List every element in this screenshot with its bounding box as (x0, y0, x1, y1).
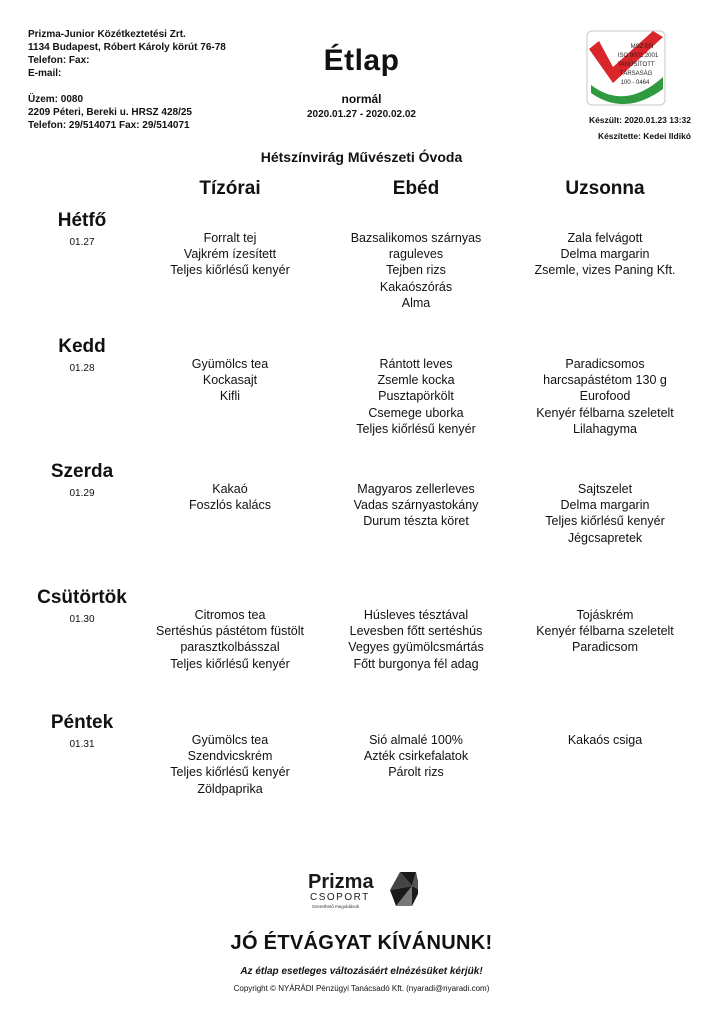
company-email: E-mail: (28, 68, 62, 79)
menu-item: Zsemle, vizes Paning Kft. (534, 263, 676, 278)
menu-item: Sajtszelet (577, 482, 633, 496)
cert-text: TÁRSASÁG (619, 71, 653, 77)
menu-item: Foszlós kalács (189, 498, 271, 513)
cert-text: TANÚSÍTOTT (617, 62, 655, 68)
menu-item: Teljes kiőrlésű kenyér (545, 514, 665, 529)
menu-cell-ebed (316, 732, 516, 781)
cert-text: ISO 9001:2001 (617, 53, 659, 59)
menu-item: Forralt tej (203, 231, 257, 245)
day-date: 01.27 (69, 237, 95, 248)
menu-item: Levesben főtt sertéshús (349, 624, 483, 639)
copyright: Copyright © NYÁRÁDI Pénzügyi Tanácsadó Kft. (nyaradi@nyaradi.com) (233, 984, 490, 993)
menu-item: raguleves (388, 247, 444, 262)
cert-text: MSZ EN (630, 44, 654, 50)
menu-item: Kifli (219, 389, 241, 404)
menu-item: Zsemle kocka (377, 373, 455, 388)
menu-cell-ebed (316, 607, 516, 672)
change-notice: Az étlap esetleges változásáért elnézésüket kérjük! (240, 966, 483, 977)
menu-item: Tejben rizs (386, 263, 446, 278)
school-name: Hétszínvirág Művészeti Óvoda (260, 149, 463, 165)
menu-item: Vadas szárnyastokány (353, 498, 479, 513)
menu-item: Delma margarin (560, 498, 650, 513)
menu-cell-tizorai (130, 481, 330, 513)
menu-item: Jégcsapretek (567, 530, 643, 545)
menu-item: Tojáskrém (576, 608, 634, 622)
menu-item: Delma margarin (560, 247, 650, 262)
menu-item: Húsleves tésztával (363, 608, 469, 622)
author: Készítette: Kedei Ildikó (597, 131, 691, 141)
menu-item: Citromos tea (194, 608, 266, 622)
day-name: Hétfő (57, 210, 107, 231)
menu-item: Kockasajt (202, 373, 258, 388)
menu-item: Párolt rizs (388, 765, 444, 780)
menu-item: Gyümölcs tea (191, 733, 269, 747)
day-label (20, 587, 144, 625)
cert-text: 100 - 0464 (620, 80, 650, 86)
menu-item: parasztkolbásszal (180, 640, 280, 655)
menu-item: Kenyér félbarna szeletelt (536, 624, 674, 639)
menu-cell-tizorai (130, 230, 330, 279)
company-phone: Telefon: Fax: (28, 55, 90, 66)
menu-item: Gyümölcs tea (191, 357, 269, 371)
plant-address: 2209 Péteri, Bereki u. HRSZ 428/25 (28, 107, 192, 118)
menu-item: Vajkrém ízesített (183, 247, 277, 262)
menu-item: Durum tészta köret (363, 514, 469, 529)
menu-cell-uzsonna (505, 230, 705, 279)
prizma-logo (306, 868, 418, 916)
menu-cell-tizorai (130, 732, 330, 797)
company-name: Prizma-Junior Közétkeztetési Zrt. (28, 29, 186, 40)
column-header-ebed: Ebéd (392, 178, 440, 199)
created-date: Készült: 2020.01.23 13:32 (588, 115, 691, 125)
menu-item: Szendvicskrém (187, 749, 273, 764)
column-header-tizorai: Tízórai (199, 178, 261, 199)
menu-item: Alma (401, 295, 431, 310)
day-name: Kedd (58, 336, 106, 357)
day-date: 01.30 (69, 614, 95, 625)
day-date: 01.28 (69, 363, 95, 374)
menu-item: Lilahagyma (573, 421, 637, 436)
menu-item: Sió almalé 100% (369, 733, 463, 747)
menu-cell-tizorai (130, 607, 330, 672)
menu-item: Zala felvágott (567, 231, 643, 245)
menu-item: Teljes kiőrlésű kenyér (170, 656, 290, 671)
menu-cell-ebed (316, 356, 516, 437)
svg-text:Prizma: Prizma (308, 871, 374, 893)
day-label (20, 461, 144, 499)
svg-text:Szerethető megoldások: Szerethető megoldások (312, 904, 360, 909)
menu-item: Kenyér félbarna szeletelt (536, 405, 674, 420)
menu-cell-uzsonna (505, 481, 705, 546)
menu-item: Teljes kiőrlésű kenyér (170, 263, 290, 278)
menu-item: Zöldpaprika (197, 781, 263, 796)
menu-cell-ebed (316, 481, 516, 530)
menu-item: Rántott leves (379, 357, 453, 371)
menu-item: Magyaros zellerleves (357, 482, 475, 496)
menu-item: Kakaós csiga (567, 733, 643, 747)
menu-item: Teljes kiőrlésű kenyér (170, 765, 290, 780)
menu-item: Kakaószórás (379, 279, 453, 294)
menu-item: Kakaó (212, 482, 248, 496)
company-address: 1134 Budapest, Róbert Károly körút 76-78 (28, 42, 226, 53)
menu-item: Paradicsom (572, 640, 638, 655)
menu-cell-uzsonna (505, 732, 705, 748)
menu-item: Vegyes gyümölcsmártás (348, 640, 484, 655)
day-date: 01.29 (69, 488, 95, 499)
document-meta (589, 112, 691, 144)
day-name: Szerda (50, 461, 114, 482)
menu-item: Azték csirkefalatok (363, 749, 469, 764)
day-name: Péntek (50, 712, 114, 733)
iso-certification-seal (585, 27, 667, 109)
menu-item: Csemege uborka (368, 405, 464, 420)
slogan: JÓ ÉTVÁGYAT KÍVÁNUNK! (230, 932, 493, 954)
svg-text:CSOPORT: CSOPORT (310, 892, 370, 903)
day-label (20, 210, 144, 248)
column-header-uzsonna: Uzsonna (565, 178, 645, 199)
menu-item: Teljes kiőrlésű kenyér (356, 421, 476, 436)
day-label (20, 336, 144, 374)
plant-phone: Telefon: 29/514071 Fax: 29/514071 (28, 120, 190, 131)
menu-item: harcsapástétom 130 g (543, 373, 667, 388)
day-date: 01.31 (69, 739, 95, 750)
plant-id: Üzem: 0080 (28, 94, 84, 105)
menu-period: 2020.01.27 - 2020.02.02 (307, 109, 416, 120)
menu-item: Paradicsomos (565, 357, 645, 371)
menu-item: Bazsalikomos szárnyas (350, 231, 482, 245)
menu-item: Sertéshús pástétom füstölt (156, 624, 304, 639)
menu-mode: normál (341, 92, 382, 106)
menu-item: Pusztapörkölt (378, 389, 454, 404)
menu-item: Eurofood (579, 389, 631, 404)
page-title: Étlap (323, 44, 400, 77)
menu-item: Főtt burgonya fél adag (353, 656, 479, 671)
menu-cell-uzsonna (505, 607, 705, 656)
day-label (20, 712, 144, 750)
menu-cell-uzsonna (505, 356, 705, 437)
day-name: Csütörtök (37, 587, 127, 608)
menu-cell-tizorai (130, 356, 330, 405)
menu-cell-ebed (316, 230, 516, 311)
